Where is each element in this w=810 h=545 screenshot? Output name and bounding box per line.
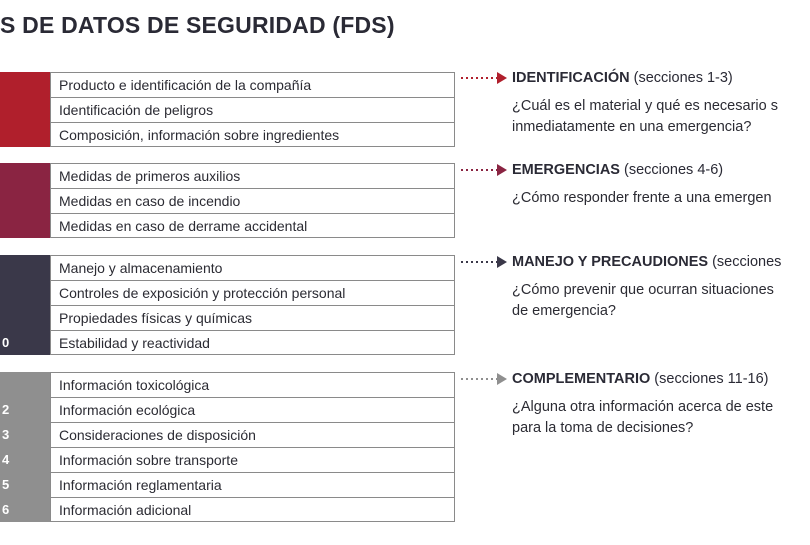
section-row: Controles de exposición y protección personal — [50, 280, 455, 305]
section-number — [0, 72, 50, 97]
callout-manejo — [459, 251, 810, 322]
dotted-arrow-icon — [459, 372, 509, 386]
section-group-manejo — [0, 255, 455, 355]
section-row: Información ecológica — [50, 397, 455, 422]
dotted-arrow-icon — [459, 163, 509, 177]
callout-description: ¿Cómo responder frente a una emergen — [512, 190, 772, 206]
section-row: Manejo y almacenamiento — [50, 255, 455, 280]
callout-emergencias — [459, 159, 810, 209]
callout-heading — [512, 371, 768, 387]
number-column — [0, 163, 50, 238]
section-number — [0, 372, 50, 397]
callout-heading-rest: (secciones — [708, 254, 782, 270]
section-number — [0, 97, 50, 122]
page-title: S DE DATOS DE SEGURIDAD (FDS) — [0, 12, 395, 38]
section-number: 0 — [0, 330, 50, 355]
callout-heading-rest: (secciones 1-3) — [629, 70, 733, 86]
callout-heading-rest: (secciones 4-6) — [619, 162, 724, 178]
callout-heading — [512, 254, 781, 270]
callout-heading — [512, 162, 723, 178]
section-number: 5 — [0, 472, 50, 497]
section-row: Estabilidad y reactividad — [50, 330, 455, 355]
section-row: Identificación de peligros — [50, 97, 455, 122]
section-row: Medidas de primeros auxilios — [50, 163, 455, 188]
section-row: Información adicional — [50, 497, 455, 522]
section-row: Consideraciones de disposición — [50, 422, 455, 447]
callout-heading — [512, 70, 733, 86]
number-column — [0, 72, 50, 147]
number-column — [0, 372, 50, 522]
callout-heading-bold: MANEJO Y PRECAUDIONES — [512, 254, 709, 270]
callout-description: ¿Alguna otra información acerca de este para la toma de decisiones? — [512, 399, 774, 436]
section-number — [0, 163, 50, 188]
section-group-emergencias — [0, 163, 455, 238]
section-group-identificacion — [0, 72, 455, 147]
dotted-arrow-icon — [459, 255, 509, 269]
callout-complementario — [459, 368, 810, 439]
callout-heading-bold: COMPLEMENTARIO — [512, 371, 651, 387]
section-number: 6 — [0, 497, 50, 522]
section-number — [0, 188, 50, 213]
section-row: Composición, información sobre ingredientes — [50, 122, 455, 147]
section-number — [0, 280, 50, 305]
section-row: Medidas en caso de incendio — [50, 188, 455, 213]
section-number — [0, 213, 50, 238]
section-number — [0, 255, 50, 280]
callout-identificacion — [459, 67, 810, 138]
callout-description: ¿Cuál es el material y qué es necesario s inmediatamente en una emergencia? — [512, 98, 778, 135]
number-column — [0, 255, 50, 355]
section-number — [0, 122, 50, 147]
section-row: Información reglamentaria — [50, 472, 455, 497]
section-row: Propiedades físicas y químicas — [50, 305, 455, 330]
callout-heading-rest: (secciones 11-16) — [650, 371, 769, 387]
section-row: Medidas en caso de derrame accidental — [50, 213, 455, 238]
section-number: 2 — [0, 397, 50, 422]
section-row: Información sobre transporte — [50, 447, 455, 472]
section-number: 3 — [0, 422, 50, 447]
section-group-complementario — [0, 372, 455, 522]
callout-heading-bold: IDENTIFICACIÓN — [512, 70, 630, 86]
section-number — [0, 305, 50, 330]
callout-description: ¿Cómo prevenir que ocurran situaciones de emergencia? — [512, 282, 774, 319]
dotted-arrow-icon — [459, 71, 509, 85]
callout-heading-bold: EMERGENCIAS — [512, 162, 620, 178]
section-row: Producto e identificación de la compañía — [50, 72, 455, 97]
section-row: Información toxicológica — [50, 372, 455, 397]
section-number: 4 — [0, 447, 50, 472]
